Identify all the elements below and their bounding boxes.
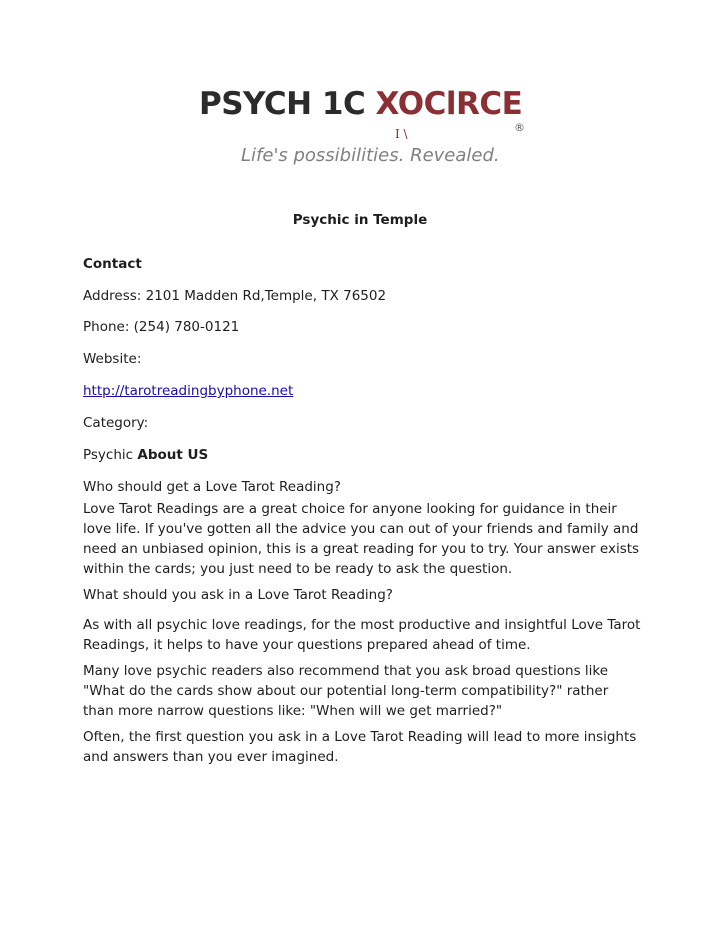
website-label: Website:: [83, 351, 142, 367]
paragraph-1: Love Tarot Readings are a great choice for anyone looking for guidance in their love life. If you've gotten all the advice you can out of your friends and family and need an unbiased opinion, this is a great reading for you to try. Your answer exists within the cards; you just need to be ready to ask the question.: [83, 501, 640, 577]
logo-wordmark: [199, 84, 522, 124]
logo-mark: I \: [395, 127, 408, 141]
question-1: Who should get a Love Tarot Reading?: [83, 479, 341, 495]
paragraph-2: As with all psychic love readings, for the most productive and insightful Love Tarot Readings, it helps to have your questions prepared ahead of time.: [83, 617, 641, 653]
paragraph-4: Often, the first question you ask in a Love Tarot Reading will lead to more insights and answers than you ever imagined.: [83, 729, 637, 765]
about-us-heading: About US: [137, 447, 209, 463]
category-value: Psychic: [83, 447, 134, 463]
website-link[interactable]: http://tarotreadingbyphone.net: [83, 383, 294, 399]
address-line: Address: 2101 Madden Rd,Temple, TX 76502: [83, 288, 387, 304]
logo-word-2: XOClRCE: [375, 86, 523, 122]
page-title: Psychic in Temple: [292, 212, 428, 228]
logo-word-1: PSYCH 1C: [199, 86, 366, 122]
phone-line: Phone: (254) 780-0121: [83, 319, 240, 335]
category-line: [83, 445, 643, 465]
contact-heading: Contact: [83, 256, 142, 272]
category-label: Category:: [83, 415, 149, 431]
question-2: What should you ask in a Love Tarot Reading?: [83, 587, 393, 603]
logo-tagline: Life's possibilities. Revealed.: [241, 145, 500, 166]
document-body: [83, 254, 643, 767]
paragraph-3: Many love psychic readers also recommend that you ask broad questions like "What do the cards show about our potential long-term compatibility?" rather than more narrow questions like: "When will we get married?": [83, 663, 609, 719]
registered-mark: ®: [514, 121, 525, 134]
